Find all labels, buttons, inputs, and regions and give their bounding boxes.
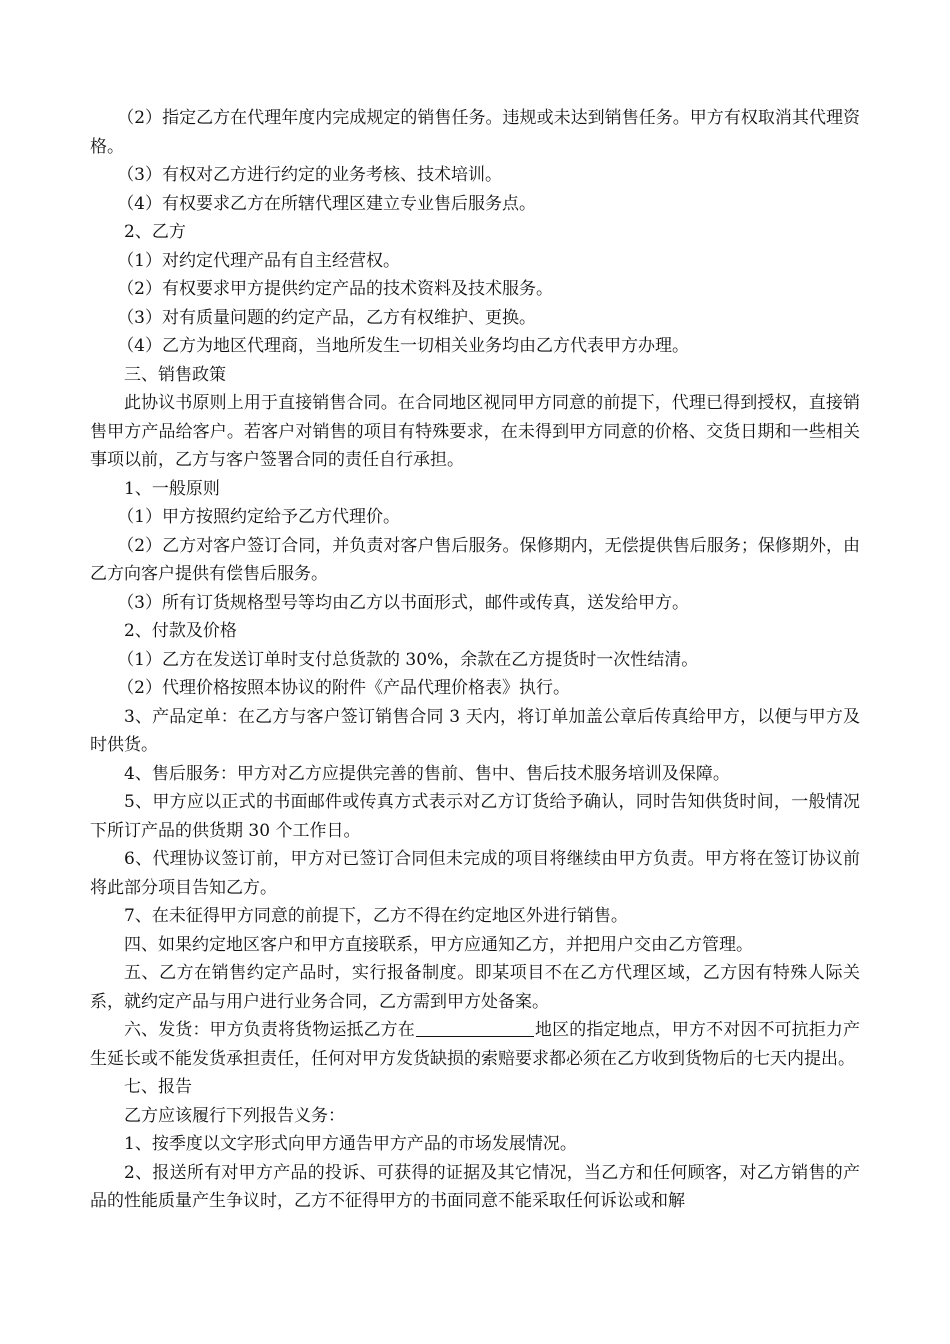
section-heading: 三、销售政策 (124, 364, 226, 385)
document-body (90, 104, 860, 1216)
clause-paragraph: （3）所有订货规格型号等均由乙方以书面形式，邮件或传真，送发给甲方。 (117, 592, 690, 613)
body-paragraph: 3、产品定单：在乙方与客户签订销售合同 3 天内，将订单加盖公章后传真给甲方，以便与甲方及时供货。 (90, 706, 860, 755)
clause-paragraph: （1）甲方按照约定给予乙方代理价。 (117, 507, 401, 527)
shipping-text-end: 地区的指定地点，甲方不对因不可抗拒力产生延长或不能发货承担责任，任何对甲方发货缺损的索赔要求都必须在乙方收到货物后的七天内提出。 (90, 1020, 861, 1069)
clause-3-paragraph: （3）有权对乙方进行约定的业务考核、技术培训。 (117, 165, 503, 185)
section-heading: 七、报告 (124, 1077, 192, 1097)
body-paragraph: 五、乙方在销售约定产品时，实行报备制度。即某项目不在乙方代理区域，乙方因有特殊人际关系，就约定产品与用户进行业务合同，乙方需到甲方处备案。 (90, 963, 860, 1012)
body-paragraph: 此协议书原则上用于直接销售合同。在合同地区视同甲方同意的前提下，代理已得到授权，直接销售甲方产品给客户。若客户对销售的项目有特殊要求，在未得到甲方同意的价格、交货日期和一些相关事项以前，乙方与客户签署合同的责任自行承担。 (90, 393, 860, 470)
clause-paragraph: （2）有权要求甲方提供约定产品的技术资料及技术服务。 (117, 279, 554, 299)
clause-paragraph: （1）乙方在发送订单时支付总货款的 30%，余款在乙方提货时一次性结清。 (117, 649, 699, 670)
body-paragraph: 4、售后服务：甲方对乙方应提供完善的售前、售中、售后技术服务培训及保障。 (124, 763, 730, 784)
clause-paragraph: （2）乙方对客户签订合同，并负责对客户售后服务。保修期内，无偿提供售后服务；保修期外，由乙方向客户提供有偿售后服务。 (90, 535, 860, 584)
clause-4-paragraph: （4）有权要求乙方在所辖代理区建立专业售后服务点。 (117, 193, 537, 214)
clause-paragraph: （2）代理价格按照本协议的附件《产品代理价格表》执行。 (117, 678, 571, 698)
section-heading: 1、一般原则 (124, 478, 220, 499)
clause-paragraph: （1）对约定代理产品有自主经营权。 (117, 250, 401, 271)
shipping-paragraph (90, 1016, 860, 1073)
clause-paragraph: （3）对有质量问题的约定产品，乙方有权维护、更换。 (117, 307, 537, 328)
section-heading: 2、乙方 (124, 222, 186, 242)
body-paragraph: 5、甲方应以正式的书面邮件或传真方式表示对乙方订货给予确认，同时告知供货时间，一般情况下所订产品的供货期 30 个工作日。 (90, 792, 860, 841)
body-paragraph: 2、报送所有对甲方产品的投诉、可获得的证据及其它情况，当乙方和任何顾客，对乙方销售的产品的性能质量产生争议时，乙方不征得甲方的书面同意不能采取任何诉讼或和解 (90, 1162, 860, 1211)
body-paragraph: 四、如果约定地区客户和甲方直接联系，甲方应通知乙方，并把用户交由乙方管理。 (124, 934, 753, 955)
section-heading: 2、付款及价格 (124, 621, 237, 641)
clause-2-paragraph: （2）指定乙方在代理年度内完成规定的销售任务。违规或未达到销售任务。甲方有权取消其代理资格。 (90, 108, 860, 157)
clause-paragraph: （4）乙方为地区代理商，当地所发生一切相关业务均由乙方代表甲方办理。 (117, 336, 690, 356)
region-blank-field (416, 1018, 534, 1037)
body-paragraph: 6、代理协议签订前，甲方对已签订合同但未完成的项目将继续由甲方负责。甲方将在签订协议前将此部分项目告知乙方。 (90, 849, 860, 898)
body-paragraph: 7、在未征得甲方同意的前提下，乙方不得在约定地区外进行销售。 (124, 906, 628, 926)
body-paragraph: 1、按季度以文字形式向甲方通告甲方产品的市场发展情况。 (124, 1134, 577, 1154)
shipping-text-start: 六、发货：甲方负责将货物运抵乙方在 (124, 1020, 415, 1040)
body-paragraph: 乙方应该履行下列报告义务： (124, 1105, 345, 1126)
